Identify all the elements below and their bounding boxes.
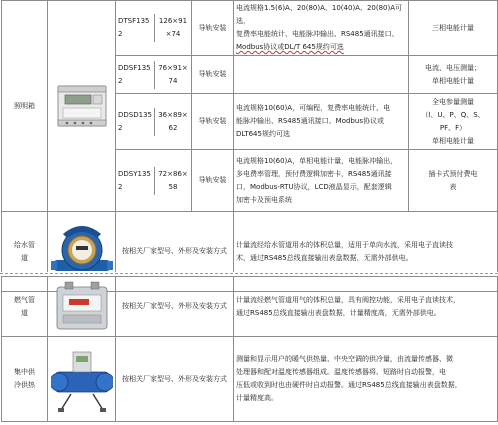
water-install: 按相关厂家型号、外形及安装方式: [116, 212, 234, 292]
heat-install: 按相关厂家型号、外形及安装方式: [116, 337, 234, 422]
din-meter-icon: [53, 83, 111, 129]
gas-label: 燃气管 道: [2, 277, 48, 337]
meter-box-image: [48, 1, 116, 212]
water-desc: 计量流经给水管道用水的体积总量，适用于单向水流，采用电子直读技 术，通过RS485总线直接输出表盘数据，无需外部供电。: [234, 212, 498, 292]
install-ddsy: 导轨安装: [192, 150, 234, 212]
desc-ddsd: 电流规格10(60)A，可编程，复费率电能统计、电 能脉冲输出、RS485通讯接口、Modbus协议或 DLT645规约可选: [234, 94, 409, 150]
func-ddsd: 全电参量测量 （I、U、P、Q、S、 PF、F） 单相电能计量: [409, 94, 498, 150]
model-ddsd: DDSD1352: [116, 108, 155, 136]
heat-desc: 测量和显示用户的暖气供热量、中央空调的供冷量，由流量传感器、微 处理器和配对温度传感器组成。温度传感器将、短路时自动报警，电 压低或收到时也由硬件时自动报警。通过RS485总线直接输出表盘数据， 计量精度高。: [234, 337, 498, 422]
heat-label: 集中供 冷供热: [2, 337, 48, 422]
meter-box-label: 照明箱: [2, 1, 48, 212]
desc-dtsf: 电流规格1.5(6)A、20(80)A、10(40)A、20(80)A可选， 复费率电能统计、电能脉冲输出、RS485通讯接口、 Modbus协议或DL/T 645规约可选: [234, 1, 409, 56]
heat-meter-icon: [51, 342, 113, 416]
gas-meter-icon: [51, 281, 113, 333]
model-dtsf: DTSF1352: [116, 14, 155, 42]
gas-desc: 计量流经燃气管道用气的体积总量，具有阀控功能，采用电子直读技术， 通过RS485总线直接输出表盘数据，计量精度高，无需外部供电。: [234, 277, 498, 337]
page-break-line: [0, 273, 498, 274]
func-ddsy: 插卡式预付费电 表: [409, 150, 498, 212]
desc-ddsf: [234, 56, 409, 94]
gas-heat-table: [1, 276, 498, 422]
size-ddsd: 36×89×62: [158, 110, 188, 132]
install-dtsf: 导轨安装: [192, 1, 234, 56]
func-dtsf: 三相电能计量: [409, 1, 498, 56]
size-ddsf: 76×91×74: [158, 63, 188, 85]
model-ddsy: DDSY1352: [116, 167, 155, 195]
func-ddsf: 电流、电压测量； 单相电能计量: [409, 56, 498, 94]
install-ddsd: 导轨安装: [192, 94, 234, 150]
install-ddsf: 导轨安装: [192, 56, 234, 94]
gas-meter-image: [48, 277, 116, 337]
desc-ddsy: 电流规格10(60)A，单相电能计量，电能脉冲输出， 多电费率管理，预付费逻辑加密卡，RS485通讯接 口，Modbus-RTU协议，LCD液晶显示，配套逻辑 加密卡及预电系统: [234, 150, 409, 212]
size-dtsf: 126×91×74: [158, 17, 188, 38]
gas-install: 按相关厂家型号、外形及安装方式: [116, 277, 234, 337]
model-ddsf: DDSF1352: [116, 61, 155, 89]
heat-meter-image: [48, 337, 116, 422]
water-label: 给水管 道: [2, 212, 48, 292]
size-ddsy: 72×86×58: [158, 169, 188, 191]
meter-box-table: [1, 0, 498, 292]
